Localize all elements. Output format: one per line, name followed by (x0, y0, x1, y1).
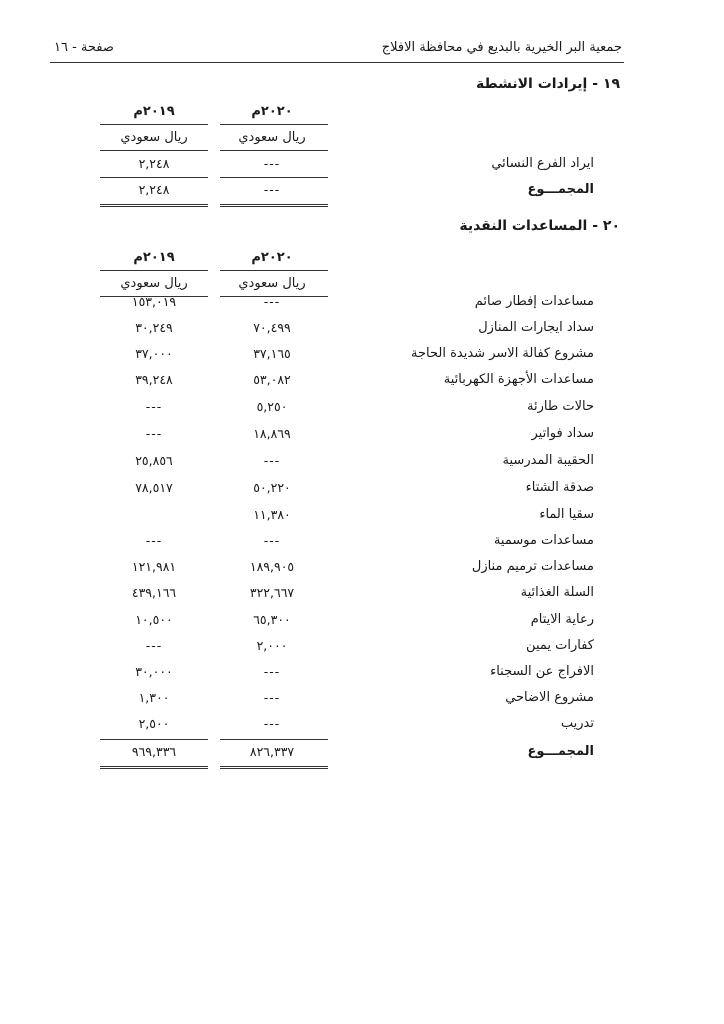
row-value-2019: ٣٩,٢٤٨ (135, 372, 173, 387)
section-19-currency-2019: ريال سعودي (120, 130, 188, 145)
row-label: صدقة الشتاء (525, 480, 594, 495)
section-20-row (0, 480, 724, 504)
row-value-2020: ٥,٢٥٠ (256, 399, 288, 414)
row-label: السلة الغذائية (520, 585, 594, 600)
row-value-2020: ١٨٩,٩٠٥ (249, 559, 295, 574)
row-value-2020: ٢,٠٠٠ (256, 638, 288, 653)
row-value-2020: --- (263, 453, 281, 468)
section-20-row (0, 453, 724, 477)
header-divider (50, 62, 624, 63)
row-value-2019: ٢,٢٤٨ (138, 156, 170, 171)
section-20-total-double-rule-2020 (220, 766, 328, 769)
row-value-2019: ٣٠,٢٤٩ (135, 320, 173, 335)
section-19-rule-2020 (220, 124, 328, 125)
section-20-row (0, 533, 724, 557)
row-value-2019: ٤٣٩,١٦٦ (131, 585, 177, 600)
section-20-total-row (0, 744, 724, 768)
section-20-currency-2020: ريال سعودي (238, 276, 306, 291)
row-label: تدريب (560, 716, 594, 731)
section-19-total-double-rule-2019 (100, 204, 208, 207)
total-value-2020: ٨٢٦,٣٣٧ (249, 744, 295, 759)
section-19-title: ١٩ - إيرادات الانشطة (476, 76, 620, 92)
section-20-row (0, 612, 724, 636)
total-value-2020: --- (263, 182, 281, 197)
section-19-total-double-rule-2020 (220, 204, 328, 207)
row-label: مساعدات الأجهزة الكهربائية (443, 372, 594, 387)
row-value-2020: ٣٢٢,٦٦٧ (249, 585, 295, 600)
row-value-2019: --- (145, 638, 163, 653)
total-value-2019: ٢,٢٤٨ (138, 182, 170, 197)
total-label: المجمـــوع (527, 182, 594, 197)
section-20-row (0, 346, 724, 370)
row-value-2020: --- (263, 294, 281, 309)
row-value-2019: ١,٣٠٠ (138, 690, 170, 705)
section-20-row (0, 294, 724, 318)
organization-header-title: جمعية البر الخيرية بالبديع في محافظة الافلاج (381, 40, 622, 55)
row-value-2019: ٢٥,٨٥٦ (135, 453, 173, 468)
section-20-year-2019-header: ٢٠١٩م (133, 250, 175, 265)
section-20-year-2020-header: ٢٠٢٠م (251, 250, 293, 265)
row-value-2019: --- (145, 399, 163, 414)
row-label: مساعدات ترميم منازل (471, 559, 594, 574)
row-value-2019: ١٢١,٩٨١ (131, 559, 177, 574)
section-20-row (0, 320, 724, 344)
page-number-label: صفحة - ١٦ (54, 40, 114, 55)
section-20-title: ٢٠ - المساعدات النقدية (459, 218, 620, 234)
section-19-rule-2019 (100, 124, 208, 125)
row-value-2020: ٥٣,٠٨٢ (253, 372, 291, 387)
row-value-2019: ٣٠,٠٠٠ (135, 664, 173, 679)
section-20-row (0, 426, 724, 450)
row-value-2019: --- (145, 426, 163, 441)
row-value-2020: --- (263, 690, 281, 705)
section-19-subtotal-rule-2020 (220, 177, 328, 178)
section-19-currency-2020: ريال سعودي (238, 130, 306, 145)
row-label: ايراد الفرع النسائي (491, 156, 594, 171)
row-label: سداد ايجارات المنازل (478, 320, 594, 335)
row-value-2020: --- (263, 664, 281, 679)
row-value-2020: --- (263, 716, 281, 731)
section-19-subtotal-rule-2019 (100, 177, 208, 178)
row-value-2019: ٧٨,٥١٧ (135, 480, 173, 495)
section-20-row (0, 507, 724, 531)
section-20-row (0, 638, 724, 662)
row-label: مساعدات إفطار صائم (474, 294, 594, 309)
row-label: مشروع الاضاحي (505, 690, 594, 705)
section-20-row (0, 690, 724, 714)
total-value-2019: ٩٦٩,٣٣٦ (131, 744, 177, 759)
row-value-2020: ١١,٣٨٠ (253, 507, 291, 522)
row-label: الافراج عن السجناء (490, 664, 594, 679)
row-value-2019: --- (145, 533, 163, 548)
row-value-2020: ٣٧,١٦٥ (253, 346, 291, 361)
section-20-row (0, 585, 724, 609)
total-label: المجمـــوع (527, 744, 594, 759)
row-label: حالات طارئة (527, 399, 594, 414)
row-value-2020: ٥٠,٢٢٠ (253, 480, 291, 495)
row-value-2020: --- (263, 533, 281, 548)
section-19-year-2019-header: ٢٠١٩م (133, 104, 175, 119)
row-label: الحقيبة المدرسية (502, 453, 594, 468)
section-20-row (0, 664, 724, 688)
section-20-subtotal-rule-2020 (220, 739, 328, 740)
section-20-total-double-rule-2019 (100, 766, 208, 769)
row-value-2020: ٦٥,٣٠٠ (253, 612, 291, 627)
section-19-currency-rule-2019 (100, 150, 208, 151)
row-label: سداد فواتير (531, 426, 594, 441)
section-20-row (0, 559, 724, 583)
section-19-year-2020-header: ٢٠٢٠م (251, 104, 293, 119)
section-20-currency-2019: ريال سعودي (120, 276, 188, 291)
row-value-2019: ٣٧,٠٠٠ (135, 346, 173, 361)
section-20-row (0, 372, 724, 396)
row-label: مشروع كفالة الاسر شديدة الحاجة (411, 346, 594, 361)
section-20-row (0, 399, 724, 423)
section-20-row (0, 716, 724, 740)
section-19-currency-rule-2020 (220, 150, 328, 151)
row-value-2019: ١٥٣,٠١٩ (131, 294, 177, 309)
row-label: مساعدات موسمية (493, 533, 594, 548)
section-20-subtotal-rule-2019 (100, 739, 208, 740)
row-value-2020: ١٨,٨٦٩ (253, 426, 291, 441)
row-value-2019: ٢,٥٠٠ (138, 716, 170, 731)
row-value-2020: --- (263, 156, 281, 171)
section-20-rule-2019 (100, 270, 208, 271)
row-label: سقيا الماء (539, 507, 594, 522)
row-value-2020: ٧٠,٤٩٩ (253, 320, 291, 335)
row-label: كفارات يمين (526, 638, 594, 653)
section-20-rule-2020 (220, 270, 328, 271)
row-value-2019: ١٠,٥٠٠ (135, 612, 173, 627)
row-label: رعاية الايتام (530, 612, 594, 627)
section-19-total-row (0, 182, 724, 206)
